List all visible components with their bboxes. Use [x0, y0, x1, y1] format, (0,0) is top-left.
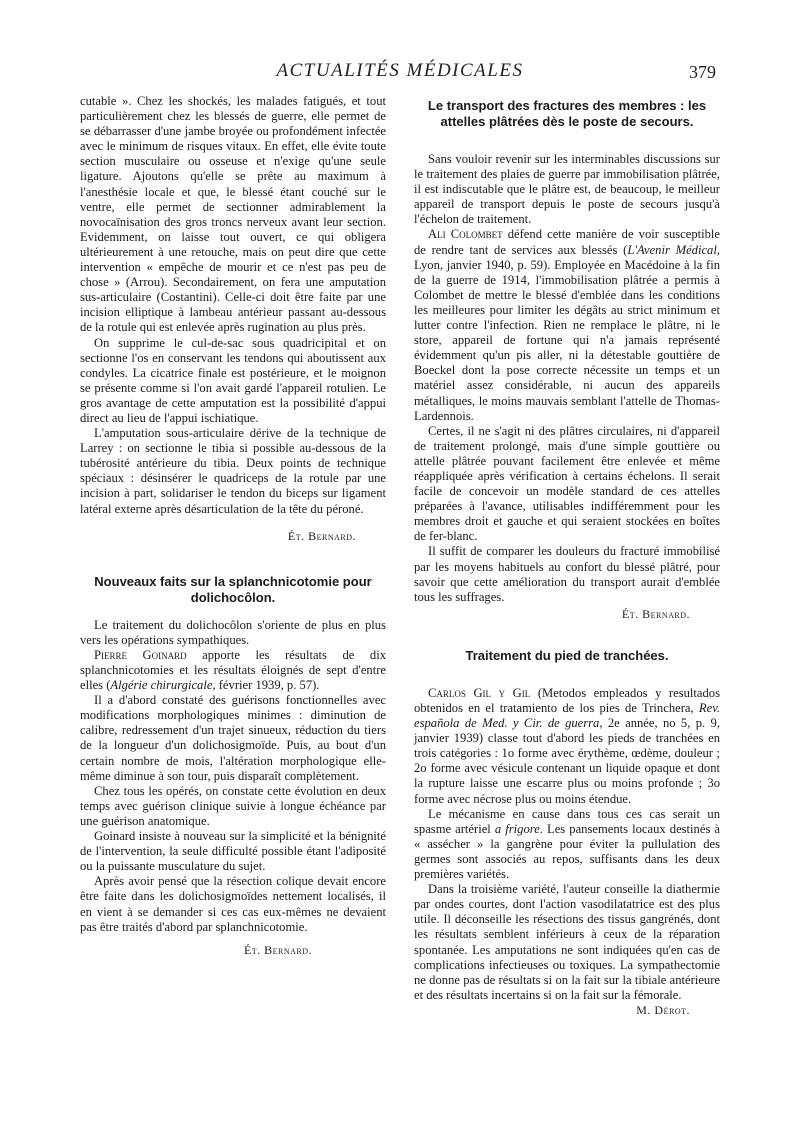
text-run: (Metodos empleados y resultados obtenidos en el tratamiento de los pies de Trinchera, — [414, 685, 720, 715]
text-run: Le mécanisme en cause dans tous ces cas serait un spasme artériel — [414, 806, 720, 836]
text-run: . Les pansements locaux destinés à « assécher » la gangrène pour éviter la pullulation des germes sont associés au repos, suffisants dans les deux premières variétés. — [414, 821, 721, 882]
author-signature: Ét. Bernard. — [287, 528, 356, 543]
page-header — [80, 60, 720, 90]
paragraph: Dans la troisième variété, l'auteur conseille la diathermie par ondes courtes, dont l'action vasodilatatrice est des plus utile. Il déconseille les résections des tissus gangrénés, dont les résultats semblent inférieurs à ceux de la réparation spontanée. Les amputations ne sont indiquées qu'en cas de complications infectieuses ou toxiques. La sympathectomie ne donne pas de résultats si on la fait sur la tibiale antérieure et des résultats incertains si on la fait sur la fémorale. — [414, 882, 720, 1002]
running-title: ACTUALITÉS MÉDICALES — [276, 60, 524, 81]
paragraph: Certes, il ne s'agit ni des plâtres circulaires, ni d'appareil de traitement prolongé, mais d'une simple gouttière ou attelle plâtrée pouvant facilement être enlevée et même réappliquée après vérification à certains échelons. Il serait facile de concevoir un modèle standard de ces attelles préparées à l'avance, utilisables indifféremment pour les membres droit et gauche et qui seraient stockées en boîtes de fer-blanc. — [414, 423, 720, 544]
page-number: 379 — [689, 62, 716, 82]
paragraph: Sans vouloir revenir sur les interminables discussions sur le traitement des plaies de guerre par immobilisation plâtrée, il est indiscutable que le plâtre est, de beaucoup, le meilleur appareil de transport depuis le poste de secours jusqu'à l'échelon de traitement. — [414, 152, 720, 227]
paragraph: L'amputation sous-articulaire dérive de la technique de Larrey : on sectionne le tibia si possible au-dessous de la tubérosité antérieure du tibia. Deux points de technique spéciaux : désinsérer le quadriceps de la rotule par une incision à part, solidariser le tendon du biceps sur ligament latéral externe après désarticulation de la tête du péroné. — [80, 426, 386, 516]
paragraph — [414, 807, 720, 882]
author-signature: M. Dérot. — [636, 1002, 690, 1017]
paragraph — [414, 686, 720, 807]
article-title: Traitement du pied de tranchées. — [465, 647, 669, 663]
paragraph: Le traitement du dolichocôlon s'oriente de plus en plus vers les opérations sympathiques. — [80, 617, 386, 647]
journal-name: Rev. española de Med. y Cir. de guerra — [414, 701, 720, 731]
article-title: Le transport des fractures des membres : les attelles plâtrées dès le poste de secours. — [427, 98, 707, 129]
left-column — [80, 94, 386, 958]
article-transport-fractures — [414, 98, 720, 622]
paragraph: Il suffit de comparer les douleurs du fracturé immobilisé par les moyens habituels au confort du blessé plâtré, pour savoir que cette amélioration du transport aurait d'emblée tous les suffrages. — [414, 544, 720, 604]
text-run: apporte les résultats de dix splanchnicotomies et les résultats éloignés de sept d'entre elles ( — [80, 647, 386, 693]
article-splanchnicotomie — [80, 574, 386, 958]
right-column — [414, 98, 720, 1018]
paragraph: Il a d'abord constaté des guérisons fonctionnelles avec modifications morphologiques minimes : diminution de calibre, redressement d'un trajet sinueux, réduction du tiers de la longueur d'un dolichosigmoïde. Puis, au bout d'un certain nombre de mois, l'altération morphologique elle-même diminue à son tour, puis disparaît complètement. — [80, 693, 386, 783]
author-signature: Ét. Bernard. — [243, 942, 313, 957]
paragraph: Chez tous les opérés, on constate cette évolution en deux temps avec guérison clinique suivie à longue échéance par une guérison anatomique. — [80, 783, 386, 828]
author-name: Carlos Gil y Gil — [428, 685, 531, 700]
article-pied-de-tranchees — [414, 648, 720, 1018]
paragraph — [414, 227, 720, 423]
journal-name: L'Avenir Médical — [627, 242, 717, 257]
text-run: , février 1939, p. 57). — [212, 678, 320, 693]
author-name: Ali Colombet — [428, 227, 503, 242]
text-run: , 2e année, no 5, p. 9, janvier 1939) classe tout d'abord les pieds de tranchées en trois catégories : 1o forme avec érythème, œdème, douleur ; 2o forme avec vésicule contenant un liquide opaque et dont la rupture laisse une escarre plus ou moins profonde ; 3o forme avec nécrose plus ou moins étendue. — [414, 716, 720, 806]
article-title: Nouveaux faits sur la splanchnicotomie pour dolichocôlon. — [94, 573, 372, 605]
paragraph: Après avoir pensé que la résection colique devait encore être faite dans les dolichosigmoïdes nettement localisés, il en vient à se demander si ces cas eux-mêmes ne devaient pas être traités d'abord par splanchnicotomie. — [80, 874, 386, 934]
text-run: défend cette manière de voir susceptible de rendre tant de services aux blessés ( — [414, 227, 721, 257]
author-signature: Ét. Bernard. — [621, 606, 690, 621]
author-name: Pierre Goinard — [94, 647, 187, 662]
latin-term: a frigore — [494, 821, 540, 836]
paragraph: cutable ». Chez les shockés, les malades fatigués, et tout particulièrement chez les blessés de guerre, elle permet de se débarrasser d'une jambe broyée ou profondément infectée avec le minimum de risques vitaux. En effet, elle évite toute section musculaire ou osseuse et n'exige qu'une seule ligature. Ajoutons qu'elle se prête au maximum à l'anesthésie locale et que, le blessé étant couché sur le ventre, elle permet de sectionner admirablement la novocaïnisation des gros troncs nerveux avant leur section. Evidemment, on laisse tout ouvert, ce qui obligera ultérieurement à une retouche, mais on peut dire que cette intervention « empêche de mourir et ce n'est pas peu de chose » (Arrou). Secondairement, on fera une amputation sus-articulaire (Costantini). Celle-ci doit être faite par une incision elliptique à lambeau antérieur passant au-dessous de la rotule qui est enlevée après rugination au plus près. — [80, 94, 386, 335]
paragraph: On supprime le cul-de-sac sous quadricipital et on sectionne l'os en conservant les tendons qui aboutissent aux condyles. La cicatrice finale est postérieure, et le moignon se présente comme si l'on avait gardé l'appareil rotulien. Le gros avantage de cette amputation est la possibilité d'appui direct au lieu de l'appui ischiatique. — [80, 335, 386, 425]
journal-name: Algérie chirurgicale — [110, 678, 213, 693]
paragraph: Goinard insiste à nouveau sur la simplicité et la bénignité de l'intervention, la seule difficulté possible étant l'adiposité ou la puissante musculature du sujet. — [80, 829, 386, 874]
article-amputation-continued — [80, 94, 386, 544]
text-run: , Lyon, janvier 1940, p. 59). Employée en Macédoine à la fin de la guerre de 1914, l'immobilisation plâtrée a permis à Colombet de mettre le blessé d'emblée dans les conditions les meilleures pour limiter les dégâts au strict minimum et lutter contre l'infection. Rien ne remplace le plâtre, ni le store, appareil de fortune qui n'a jamais représenté évidemment qu'un pis aller, ni la détestable gouttière de Boeckel dont la pose correcte nécessite un temps et un matériel assez considérable, ni aucun des appareils métalliques, le moins mauvais semblant l'attelle de Thomas-Lardennois. — [414, 242, 720, 423]
paragraph — [80, 648, 386, 693]
